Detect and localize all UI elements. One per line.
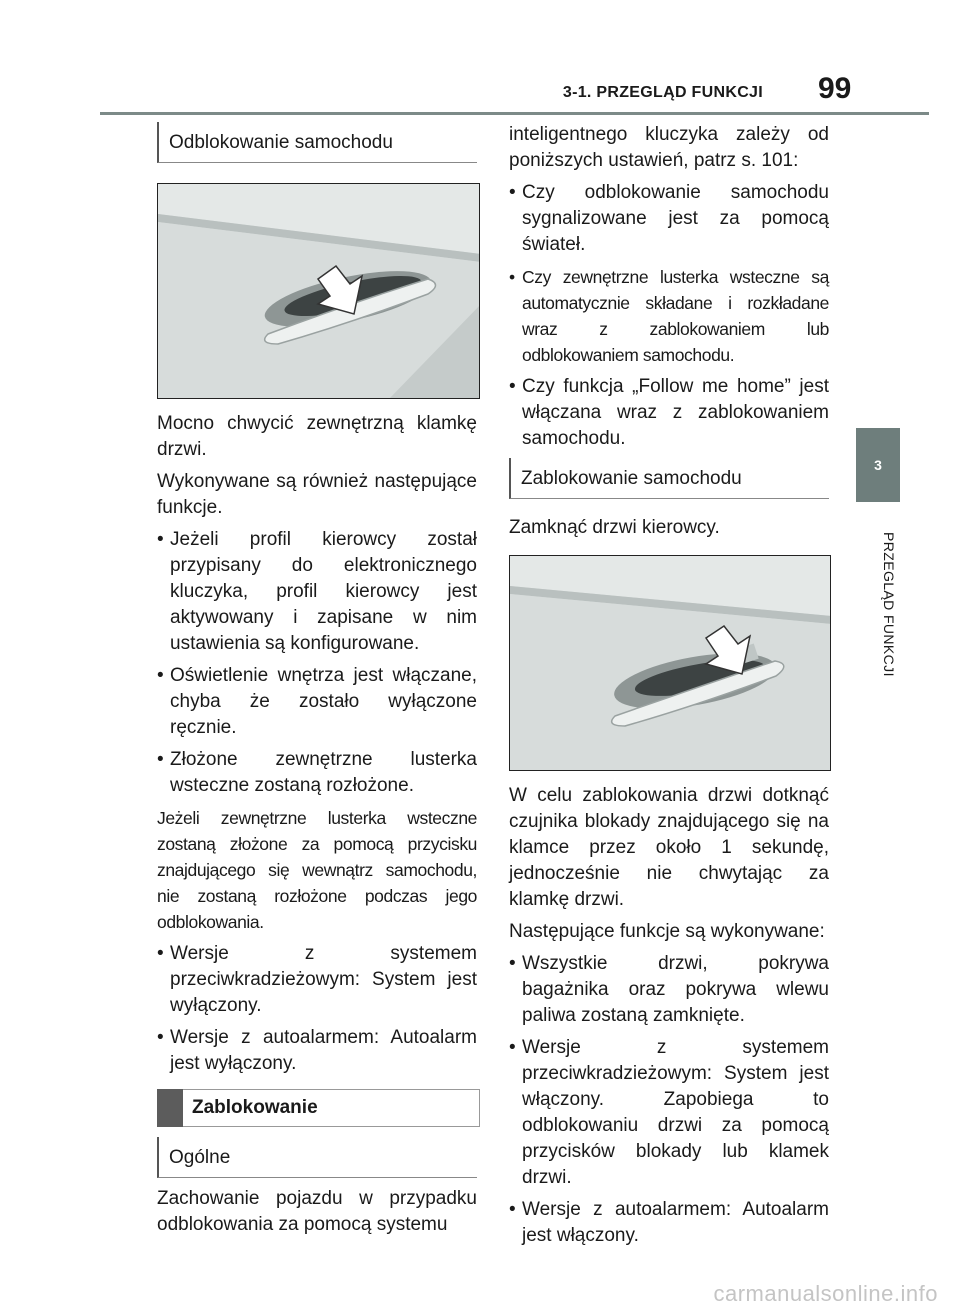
list-item: • Wersje z systemem przeciwkradzieżowym: System jest wyłączony. xyxy=(157,941,477,1019)
list-item: • Wszystkie drzwi, pokrywa bagażnika oraz pokrywa wlewu paliwa zostaną zamknięte. xyxy=(509,951,829,1029)
para-continued: inteligentnego kluczyka zależy od poniższych ustawień, patrz s. 101: xyxy=(509,124,829,171)
chapter-label: PRZEGLĄD FUNKCJI xyxy=(881,531,897,677)
para-close-door: Zamknąć drzwi kierowcy. xyxy=(509,517,720,538)
settings-list xyxy=(509,180,829,452)
heading-lock-car: Zablokowanie samochodu xyxy=(509,458,829,499)
list-item: • Wersje z autoalarmem: Autoalarm jest wyłączony. xyxy=(157,1025,477,1077)
watermark: carmanualsonline.info xyxy=(713,1281,938,1306)
header-divider xyxy=(100,112,929,115)
page-number: 99 xyxy=(818,72,852,105)
list-item: • Wersje z systemem przeciwkradzieżowym: System jest włączony. Zapobiega to odblokowaniu drzwi za pomocą przycisków blokady lub klamek drzwi. xyxy=(509,1035,829,1191)
para-following-functions: Następujące funkcje są wykonywane: xyxy=(509,921,825,942)
figure-lock-handle xyxy=(509,555,831,771)
unlock-functions-list xyxy=(157,527,477,799)
list-item: • Oświetlenie wnętrza jest włączane, chyba że zostało wyłączone ręcznie. xyxy=(157,663,477,741)
list-item: • Czy zewnętrzne lusterka wsteczne są automatycznie składane i rozkładane wraz z zablokowaniem lub odblokowaniem samochodu. xyxy=(509,264,829,368)
heading-locking: Zablokowanie xyxy=(157,1089,480,1127)
lock-functions-list xyxy=(509,951,829,1249)
door-handle-sensor-illustration xyxy=(510,556,831,771)
left-column xyxy=(157,122,477,1244)
list-item: • Czy odblokowanie samochodu sygnalizowane jest za pomocą świateł. xyxy=(509,180,829,258)
heading-unlock-car: Odblokowanie samochodu xyxy=(157,122,477,163)
list-item: • Jeżeli profil kierowcy został przypisany do elektronicznego kluczyka, profil kierowcy jest aktywowany i zapisane w nim ustawienia są konfigurowane. xyxy=(157,527,477,657)
para-functions: Wykonywane są również następujące funkcje. xyxy=(157,471,477,518)
alarm-list xyxy=(157,941,477,1077)
list-item: • Wersje z autoalarmem: Autoalarm jest włączony. xyxy=(509,1197,829,1249)
para-mirrors-note: Jeżeli zewnętrzne lusterka wsteczne zostaną złożone za pomocą przycisku znajdującego się wewnątrz samochodu, nie zostaną rozłożone podczas jego odblokowania. xyxy=(157,808,477,932)
list-item: • Złożone zewnętrzne lusterka wsteczne zostaną rozłożone. xyxy=(157,747,477,799)
para-grab-handle: Mocno chwycić zewnętrzną klamkę drzwi. xyxy=(157,413,477,460)
figure-unlock-handle xyxy=(157,183,480,399)
para-behavior: Zachowanie pojazdu w przypadku odblokowania za pomocą systemu xyxy=(157,1188,477,1235)
right-column xyxy=(509,122,829,1255)
para-touch-sensor: W celu zablokowania drzwi dotknąć czujnika blokady znajdującego się na klamce przez około 1 sekundę, jednocześnie nie chwytając za klamkę drzwi. xyxy=(509,785,829,910)
chapter-number: 3 xyxy=(874,457,882,473)
door-handle-illustration xyxy=(158,184,480,399)
chapter-tab xyxy=(856,428,900,502)
heading-general: Ogólne xyxy=(157,1137,477,1178)
list-item: • Czy funkcja „Follow me home” jest włączana wraz z zablokowaniem samochodu. xyxy=(509,374,829,452)
section-title: 3-1. PRZEGLĄD FUNKCJI xyxy=(562,84,763,101)
